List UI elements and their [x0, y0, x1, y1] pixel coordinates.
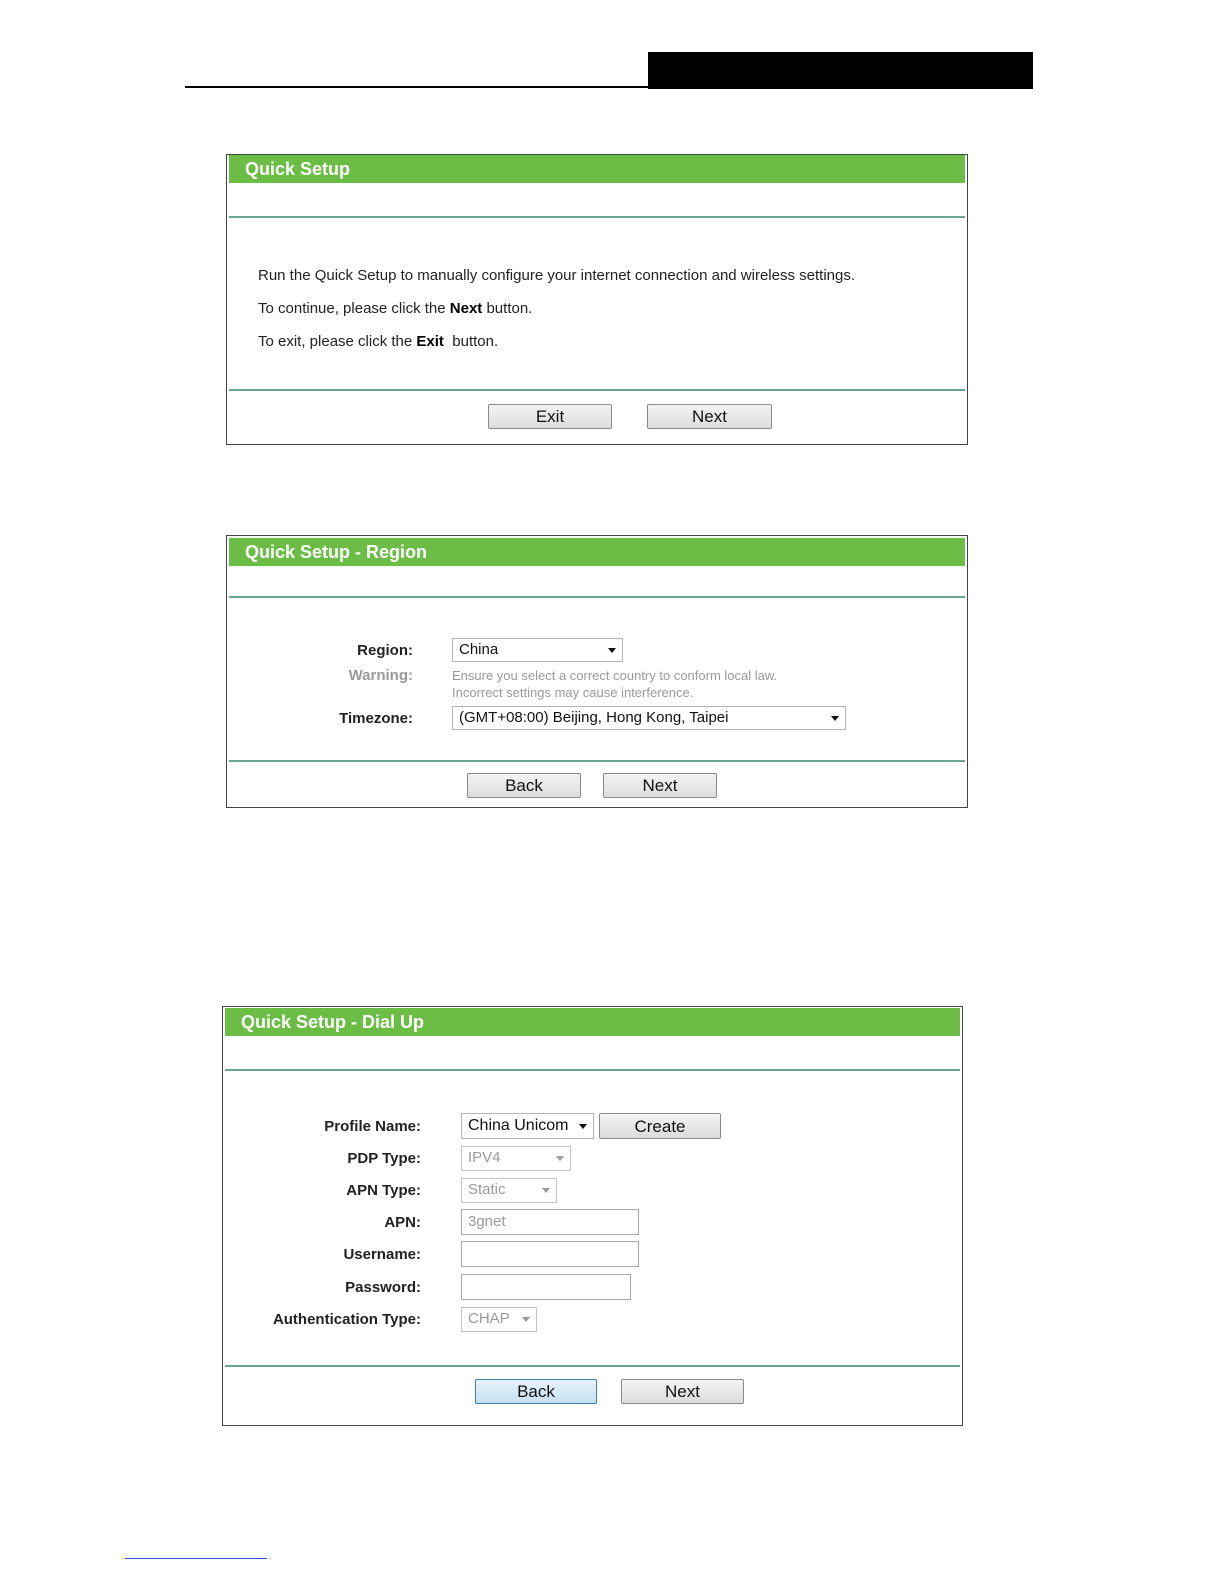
apn-type-label: APN Type: [346, 1182, 421, 1199]
profile-name-label: Profile Name: [324, 1118, 421, 1135]
chevron-down-icon [556, 1156, 564, 1161]
exit-button[interactable]: Exit [488, 404, 612, 429]
divider [229, 596, 965, 598]
region-panel [226, 535, 968, 808]
chevron-down-icon [831, 716, 839, 721]
apn-label: APN: [384, 1214, 421, 1231]
profile-name-value: China Unicom [468, 1117, 569, 1134]
region-value: China [459, 641, 499, 658]
exit-suffix: button. [443, 333, 499, 350]
divider [225, 1069, 960, 1071]
apn-type-select[interactable] [461, 1178, 557, 1203]
exit-text [258, 333, 498, 350]
password-input[interactable] [461, 1274, 631, 1300]
warning-line-1: Ensure you select a correct country to conform local law. [452, 668, 778, 683]
panel-title: Quick Setup [229, 155, 965, 183]
create-button[interactable]: Create [599, 1113, 721, 1139]
authentication-type-value: CHAP [468, 1310, 510, 1327]
warning-line-2: Incorrect settings may cause interference. [452, 685, 694, 700]
continue-bold: Next [449, 300, 483, 317]
timezone-select[interactable] [452, 706, 846, 730]
exit-bold: Exit [416, 333, 444, 350]
header-black-block [648, 52, 1033, 89]
authentication-type-label: Authentication Type: [272, 1311, 421, 1328]
header-rule [185, 86, 1033, 88]
chevron-down-icon [608, 648, 616, 653]
next-button[interactable]: Next [621, 1379, 744, 1404]
chevron-down-icon [542, 1188, 550, 1193]
chevron-down-icon [522, 1317, 530, 1322]
divider [229, 760, 965, 762]
continue-text [258, 300, 532, 317]
divider [225, 1365, 960, 1367]
pdp-type-label: PDP Type: [347, 1150, 421, 1167]
footer-link-underline [125, 1558, 267, 1559]
pdp-type-value: IPV4 [468, 1149, 501, 1166]
panel-title: Quick Setup - Region [229, 538, 965, 566]
next-button[interactable]: Next [603, 773, 717, 798]
continue-suffix: button. [482, 300, 533, 317]
continue-prefix: To continue, please click the [258, 300, 450, 317]
divider [229, 389, 965, 391]
chevron-down-icon [579, 1124, 587, 1129]
pdp-type-select[interactable] [461, 1146, 571, 1171]
back-button[interactable]: Back [475, 1379, 597, 1404]
warning-label: Warning: [348, 667, 413, 684]
apn-type-value: Static [468, 1181, 506, 1198]
exit-prefix: To exit, please click the [258, 333, 417, 350]
dial-up-panel [222, 1006, 963, 1426]
back-button[interactable]: Back [467, 773, 581, 798]
divider [229, 216, 965, 218]
region-label: Region: [357, 642, 413, 659]
next-button[interactable]: Next [647, 404, 772, 429]
quick-setup-panel [226, 154, 968, 445]
username-label: Username: [343, 1246, 421, 1263]
region-select[interactable] [452, 638, 623, 662]
timezone-label: Timezone: [339, 710, 413, 727]
profile-name-select[interactable] [461, 1113, 594, 1139]
authentication-type-select[interactable] [461, 1307, 537, 1332]
username-input[interactable] [461, 1241, 639, 1267]
intro-text: Run the Quick Setup to manually configure your internet connection and wireless settings. [258, 267, 855, 284]
password-label: Password: [345, 1279, 421, 1296]
panel-title: Quick Setup - Dial Up [225, 1008, 960, 1036]
timezone-value: (GMT+08:00) Beijing, Hong Kong, Taipei [459, 709, 729, 726]
apn-input[interactable]: 3gnet [461, 1209, 639, 1235]
